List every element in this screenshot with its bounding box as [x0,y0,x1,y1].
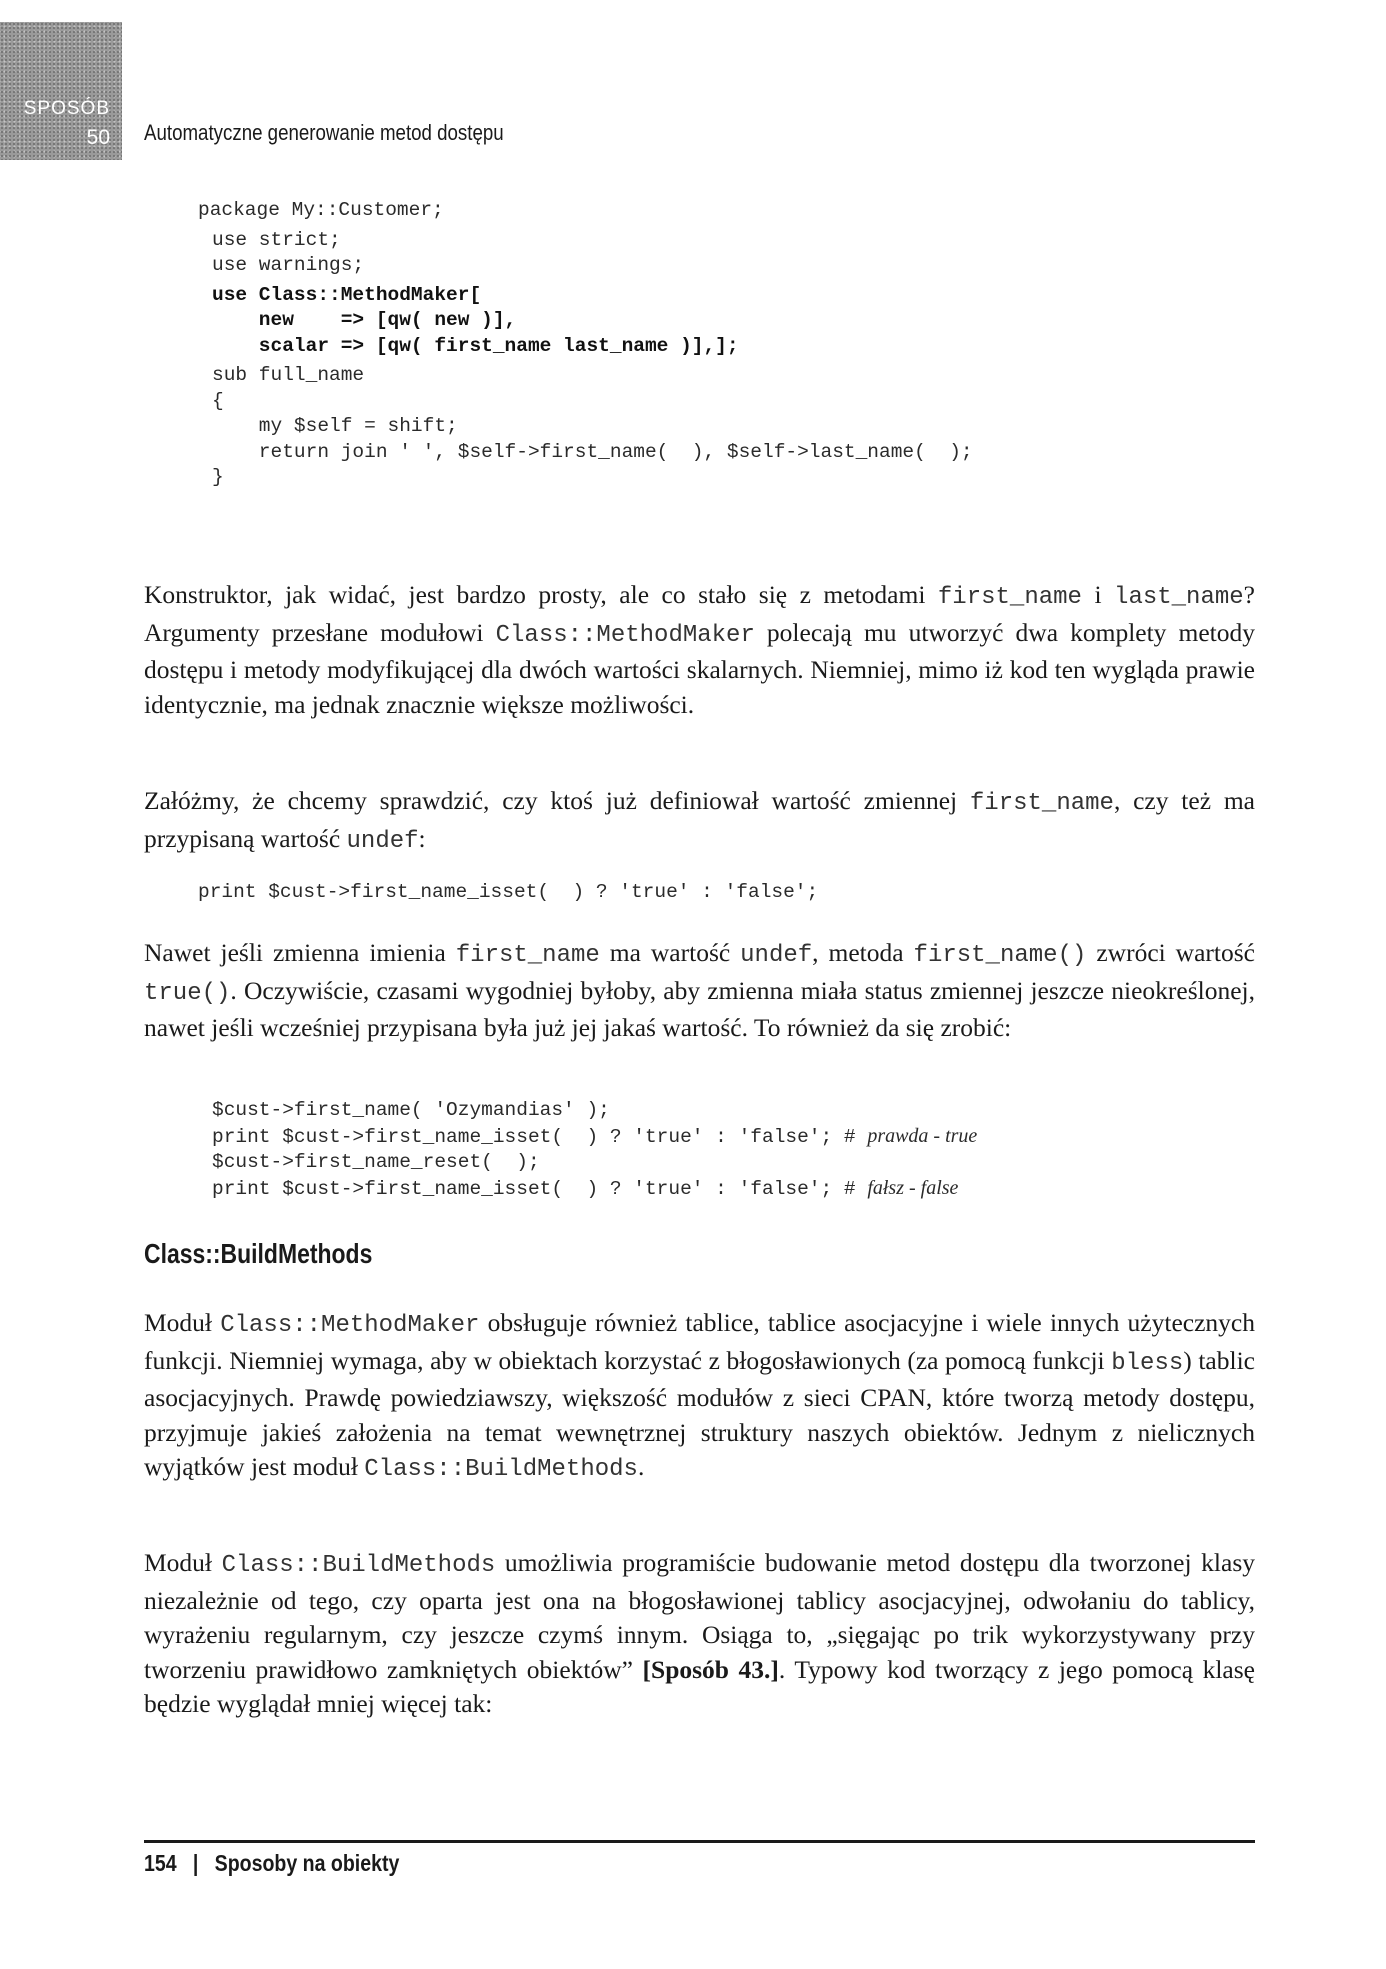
book-title: Sposoby na obiekty [214,1850,400,1876]
page-number: 154 [144,1850,177,1876]
code-line: print $cust->first_name_isset( ) ? 'true' : 'false'; [198,881,819,903]
text: , czy też ma przypisaną wartość [144,786,1255,853]
inline-code: first_name() [913,942,1087,969]
section-heading: Class::BuildMethods [144,1238,373,1269]
tab-number: 50 [86,126,110,149]
text: . [637,1452,645,1481]
text: . Oczywiście, czasami wygodniej byłoby, aby zmienna miała status zmiennej jeszcze nieokreślonej, nawet jeśli wcześniej przypisana była już jej jakaś wartość. To również da się zrobić: [144,975,1255,1042]
text: Załóżmy, że chcemy sprawdzić, czy ktoś już definiował wartość zmiennej [144,786,970,815]
section-tab [0,22,122,160]
tab-label: SPOSÓB [23,98,110,119]
code-line-bold: use Class::MethodMaker[ [212,283,482,306]
running-title: Automatyczne generowanie metod dostępu [144,120,504,145]
inline-code: bless [1111,1349,1184,1377]
text: ) tablic asocjacyjnych. Prawdę powiedziawszy, większość modułów z sieci CPAN, które tworzą metody dostępu, przyjmuje jakieś założenia na temat wewnętrznej struktury naszych obiektów. Jednym z nielicznych wyjątków jest moduł [144,1345,1255,1481]
inline-code: Class::MethodMaker [495,621,755,649]
text: , metoda [812,938,914,967]
code-line: { [212,389,224,412]
inline-code: first_name [937,584,1082,611]
text: Moduł [144,1548,222,1577]
text: obsługuje również tablice, tablice asocjacyjne i wiele innych użytecznych funkcji. Niemniej wymaga, aby w obiektach korzystać z błogosławionych (za pomocą funkcji [144,1308,1255,1375]
text: umożliwia programiście budowanie metod dostępu dla tworzonej klasy niezależnie od tego, czy oparta jest ona na błogosławionej tablicy asocjacyjnej, odwołaniu do tablicy, wyrażeniu regularnym, czy jeszcze czymś innym. Osiąga to, „sięgając po trik wykorzystywany przy tworzeniu prawidłowo zamkniętych obiektów” [144,1548,1255,1684]
code-line: print $cust->first_name_isset( ) ? 'true' : 'false'; # [212,1125,868,1148]
paragraph-methodmaker [144,1306,1255,1488]
code-line-bold: scalar => [qw( first_name last_name )],]; [212,334,739,357]
text: i [1081,580,1115,609]
text: . Typowy kod tworzący z jego pomocą klasę będzie wyglądał mniej więcej tak: [144,1654,1255,1718]
code-line: return join ' ', $self->first_name( ), $self->last_name( ); [212,440,973,463]
inline-code: true() [144,979,231,1007]
paragraph-undef [144,936,1255,1046]
code-comment: prawda - true [867,1124,978,1147]
inline-code: Class::BuildMethods [364,1456,638,1483]
text: polecają mu utworzyć dwa komplety metody dostępu i metody modyfikującej dla dwóch wartości skalarnych. Niemniej, mimo iż kod ten wygląda prawie identycznie, ma jednak znacznie większe możliwości. [144,617,1255,719]
text: ? Argumenty przesłane modułowi [144,580,1255,647]
text: Moduł [144,1308,221,1337]
inline-code: undef [346,827,419,855]
code-line: print $cust->first_name_isset( ) ? 'true' : 'false'; # [212,1177,868,1200]
footer-separator: | [192,1850,199,1876]
inline-code: first_name [455,942,600,969]
code-line: use strict; [212,228,341,251]
code-block-reset [212,1098,977,1202]
code-block-isset [198,880,818,906]
inline-code: last_name [1114,584,1244,611]
code-line: $cust->first_name_reset( ); [212,1151,540,1173]
text: Konstruktor, jak widać, jest bardzo prosty, ale co stało się z metodami [144,580,938,609]
inline-code: undef [740,942,813,969]
code-line: my $self = shift; [212,415,458,437]
paragraph-isset [144,784,1255,859]
code-line: package My::Customer; [198,199,444,221]
code-block-customer [198,198,973,491]
code-line: $cust->first_name( 'Ozymandias' ); [212,1099,610,1121]
code-line-bold: new => [qw( new )], [212,309,517,331]
paragraph-constructor [144,578,1255,722]
inline-code: Class::MethodMaker [220,1312,480,1339]
text: : [418,823,426,853]
code-line: sub full_name [212,364,365,386]
inline-code: Class::BuildMethods [221,1552,496,1579]
code-line: } [212,466,224,488]
text: ma wartość [599,938,741,967]
page-footer [144,1850,399,1877]
text: Nawet jeśli zmienna imienia [144,938,456,967]
code-comment: fałsz - false [867,1176,959,1199]
inline-code: first_name [969,790,1114,817]
paragraph-buildmethods [144,1546,1255,1722]
footer-rule [144,1840,1255,1843]
cross-reference: [Sposób 43.] [642,1654,779,1684]
text: zwróci wartość [1086,938,1255,967]
code-line: use warnings; [212,254,365,276]
